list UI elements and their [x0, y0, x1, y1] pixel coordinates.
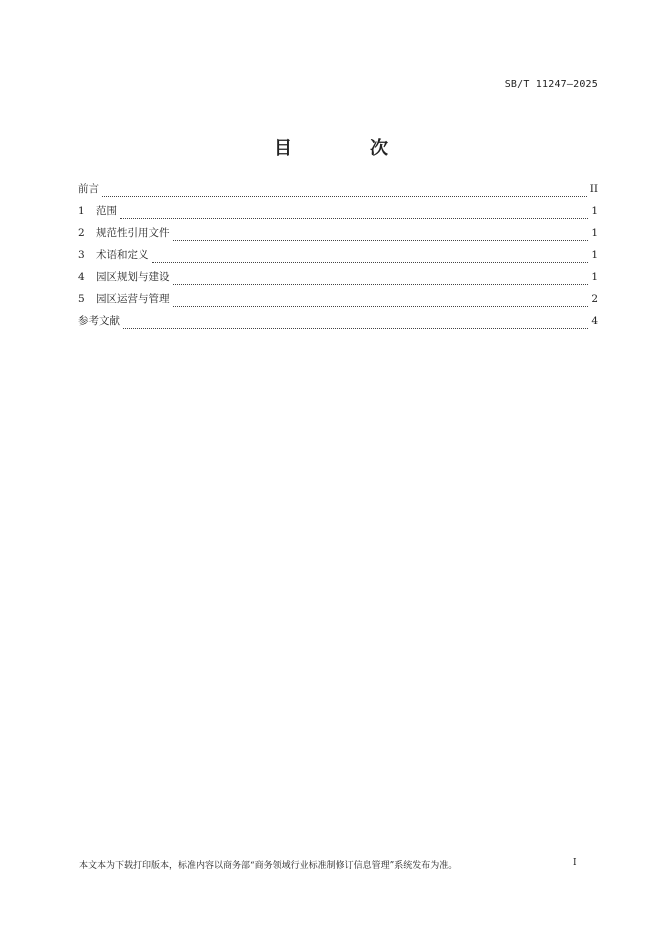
toc-entry-number: 5	[78, 293, 85, 305]
toc-entry-label: 规范性引用文件	[96, 227, 170, 239]
toc-entry-page: 4	[591, 315, 598, 327]
toc-entry-operation-management[interactable]	[78, 292, 598, 314]
toc-entry-page: 1	[591, 205, 598, 217]
toc-entry-number: 2	[78, 227, 85, 239]
toc-entry-number: 1	[78, 205, 85, 217]
toc-entry-scope[interactable]	[78, 204, 598, 226]
toc-entry-label: 园区规划与建设	[96, 271, 170, 283]
toc-entry-normative-references[interactable]	[78, 226, 598, 248]
table-of-contents	[78, 182, 598, 336]
toc-leader-dots	[120, 217, 588, 219]
toc-entry-bibliography[interactable]	[78, 314, 598, 336]
toc-leader-dots	[123, 327, 588, 329]
toc-entry-page: 1	[591, 249, 598, 261]
toc-entry-terms-definitions[interactable]	[78, 248, 598, 270]
toc-entry-foreword[interactable]	[78, 182, 598, 204]
toc-entry-number: 3	[78, 249, 85, 261]
toc-entry-planning-construction[interactable]	[78, 270, 598, 292]
toc-entry-label: 园区运营与管理	[96, 293, 170, 305]
toc-entry-label: 术语和定义	[96, 249, 149, 261]
footer-page-number: I	[573, 858, 577, 868]
footer-note: 本文本为下载打印版本，标准内容以商务部“商务领域行业标准制修订信息管理”系统发布为准。	[79, 861, 458, 871]
toc-leader-dots	[173, 305, 589, 307]
toc-entry-label: 前言	[78, 183, 99, 195]
toc-entry-label: 参考文献	[78, 315, 120, 327]
page-title: 目 次	[274, 138, 418, 159]
toc-entry-page: 2	[591, 293, 598, 305]
toc-entry-number: 4	[78, 271, 85, 283]
toc-leader-dots	[102, 195, 587, 197]
toc-leader-dots	[173, 239, 589, 241]
toc-entry-page: 1	[591, 227, 598, 239]
toc-leader-dots	[152, 261, 589, 263]
toc-entry-label: 范围	[96, 205, 117, 217]
toc-leader-dots	[173, 283, 589, 285]
toc-entry-page: 1	[591, 271, 598, 283]
toc-entry-page: II	[589, 183, 598, 195]
standard-code: SB/T 11247—2025	[504, 79, 598, 90]
